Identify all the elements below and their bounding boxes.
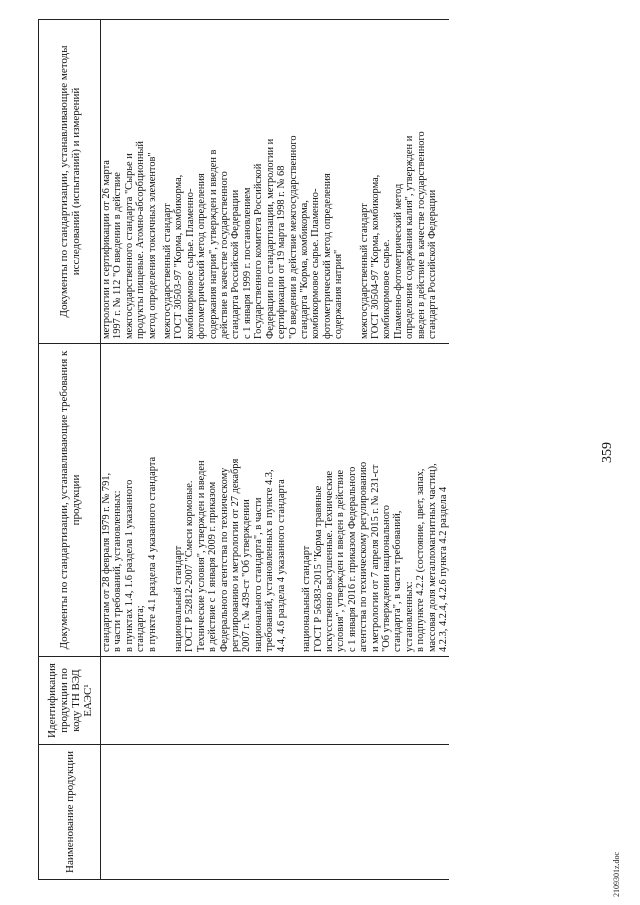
cell-tn-ved-code [101,657,450,745]
cell-test-method-standards [101,20,450,344]
document-filename: 2109301z.doc [612,851,621,897]
header-test-method-standards: Документы по стандартизации, устанавливающие методы исследований (испытаний) и измерений [39,20,101,344]
requirement-standard-block: национальный стандарт ГОСТ Р 52812-2007 "Смеси кормовые. Технические условия", утвержден и введен в действие с 1 января 2009 г. приказом Федерального агентства по техническому регулированию и метрологии от 27 декабря 2007 г. № 439-ст "Об утверждении национального стандарта", в части требований, установленных в пункте 4.3, 4.4, 4.6 раздела 4 указанного стандарта [173,458,287,652]
standards-table [38,19,449,880]
requirement-standard-block: национальный стандарт ГОСТ Р 56383-2015 "Корма травяные искусственно высушенные. Технические условия", утвержден и введен в действие с 1 января 2016 г. приказом Федерального агентства по техническому регулированию и метрологии от 7 апреля 2015 г. № 231-ст "Об утверждении национального стандарта", в части требований, установленных: в подпункте 4.2.2 (состояние, цвет, запах, массовая доля металломагнитных частиц), 4.2.3, 4.2.4, 4.2.6 пункта 4.2 раздела 4 [301,461,449,652]
table-row [101,20,450,880]
cell-requirement-standards [101,344,450,657]
header-requirement-standards: Документы по стандартизации, устанавливающие требования к продукции [39,344,101,657]
header-tn-ved-code: Идентификация продукции по коду ТН ВЭД ЕАЭС¹ [39,657,101,745]
requirement-standard-block: стандартам от 28 февраля 1979 г. № 791, в части требований, установленных: в пунктах 1.4, 1.6 раздела 1 указанного стандарта; в пункте 4.1 раздела 4 указанного стандарта [101,456,158,652]
test-method-standard-block: метрологии и сертификации от 26 марта 1997 г. № 112 "О введении в действие межгосударственного стандарта "Сырье и продукты пищевые. Атомно-абсорбционный метод определения токсичных элементов" [101,141,158,339]
standards-table-wrapper [38,20,449,880]
page-number: 359 [600,442,615,463]
test-method-standard-block: межгосударственный стандарт ГОСТ 30503-97 "Корма, комбикорма, комбикормовое сырье. Пламенно- фотометрический метод определения содержания натрия", утвержден и введен в действие в качестве государственного стандарта Российской Федерации с 1 января 1999 г. постановлением Государственного комитета Российской Федерации по стандартизации, метрологии и сертификации от 19 марта 1998 г. № 68 "О введении в действие межгосударственного стандарта "Корма, комбикорма, комбикормовое сырье. Пламенно- фотометрический метод определения содержания натрия" [162,135,345,339]
test-method-standard-block: межгосударственный стандарт ГОСТ 30504-97 "Корма, комбикорма, комбикормовое сырье. Пламенно-фотометрический метод определения содержания калия", утвержден и введен в действие в качестве государственного стандарта Российской Федерации [358,131,438,339]
header-product-name: Наименование продукции [39,745,101,880]
table-header-row [39,20,101,880]
cell-product-name [101,745,450,880]
